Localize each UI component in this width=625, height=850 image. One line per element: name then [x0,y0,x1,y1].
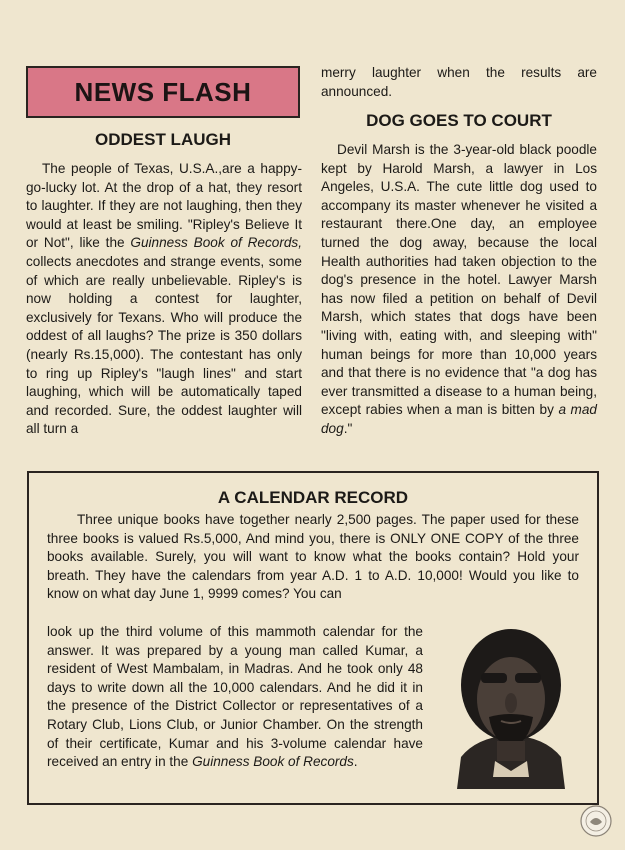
dog-court-text-end: ." [343,420,353,436]
news-flash-banner [26,66,300,118]
dog-court-title: DOG GOES TO COURT [366,111,552,130]
publisher-seal-icon [579,804,613,838]
oddest-laugh-text-1: The people of Texas, U.S.A.,are a happy-go-lucky lot. At the drop of a hat, they resort to laughter. If they are not laughing, then they would at least be smiling. "Ripley's Believe It or Not", like the [26,161,302,251]
calendar-text-end: . [353,754,358,770]
banner-label: NEWS FLASH [74,76,252,107]
calendar-record-box [27,471,599,805]
oddest-laugh-text-2: collects anecdotes and strange events, some of which are really unbelievable. Ripley's is now holding a contest for laughter, exclusively for Texans. Who will produce the oddest of all laughs? The prize is 350 dollars (nearly Rs.15,000). The contestant has only to ring up Ripley's "laugh lines" and start laughing, which will be automatically taped and recorded. Sure, the oddest laughter will all turn a [26,253,302,437]
oddest-laugh-italic: Guinness Book of Records, [130,235,302,251]
oddest-laugh-body [26,160,302,439]
calendar-text-wide: Three unique books have together nearly 2,500 pages. The paper used for these three books is valued Rs.5,000, And mind you, there is ONLY ONE COPY of the three books available. Surely, you will want to know what the books contain? Hold your breath. They have the calendars from year A.D. 1 to A.D. 10,000! Would you like to know on what day June 1, 9999 comes? You can [47,512,579,602]
calendar-record-body-wide [47,511,579,604]
calendar-text-narrow: look up the third volume of this mammoth calendar for the answer. It was prepared by a young man called Kumar, a resident of West Mambalam, in Madras. And he took only 48 days to write down all the 10,000 calendars. And he did it in the presence of the District Collector or representatives of a Rotary Club, Lions Club, or Junior Chamber. On the strength of their certificate, Kumar and his 3-volume calendar have received an entry in the [47,624,423,770]
calendar-record-body-narrow [47,623,423,772]
calendar-record-title: A CALENDAR RECORD [217,488,409,507]
dog-court-italic: a mad dog [321,402,597,436]
dog-court-body [321,141,597,439]
dog-court-text: Devil Marsh is the 3-year-old black poodle kept by Harold Marsh, a lawyer in Los Angeles, U.S.A. The cute little dog used to accompany its master whenever he visited a restaurant there.One day, an employee turned the dog away, because the local Health authorities had taken objection to the dog's presence in the hotel. Lawyer Marsh has now filed a petition on behalf of Devil Marsh, which states that dogs have been "living with, eating with, and sleeping with" human beings for more than 10,000 years and that there is no evidence that "a dog has ever transmitted a disease to a human being, except rabies when a man is bitten by [321,142,597,418]
calendar-italic: Guinness Book of Records [192,754,354,770]
kumar-portrait-photo [437,607,585,789]
oddest-laugh-continuation: merry laughter when the results are announced. [321,65,597,99]
oddest-laugh-title: ODDEST LAUGH [95,130,231,149]
